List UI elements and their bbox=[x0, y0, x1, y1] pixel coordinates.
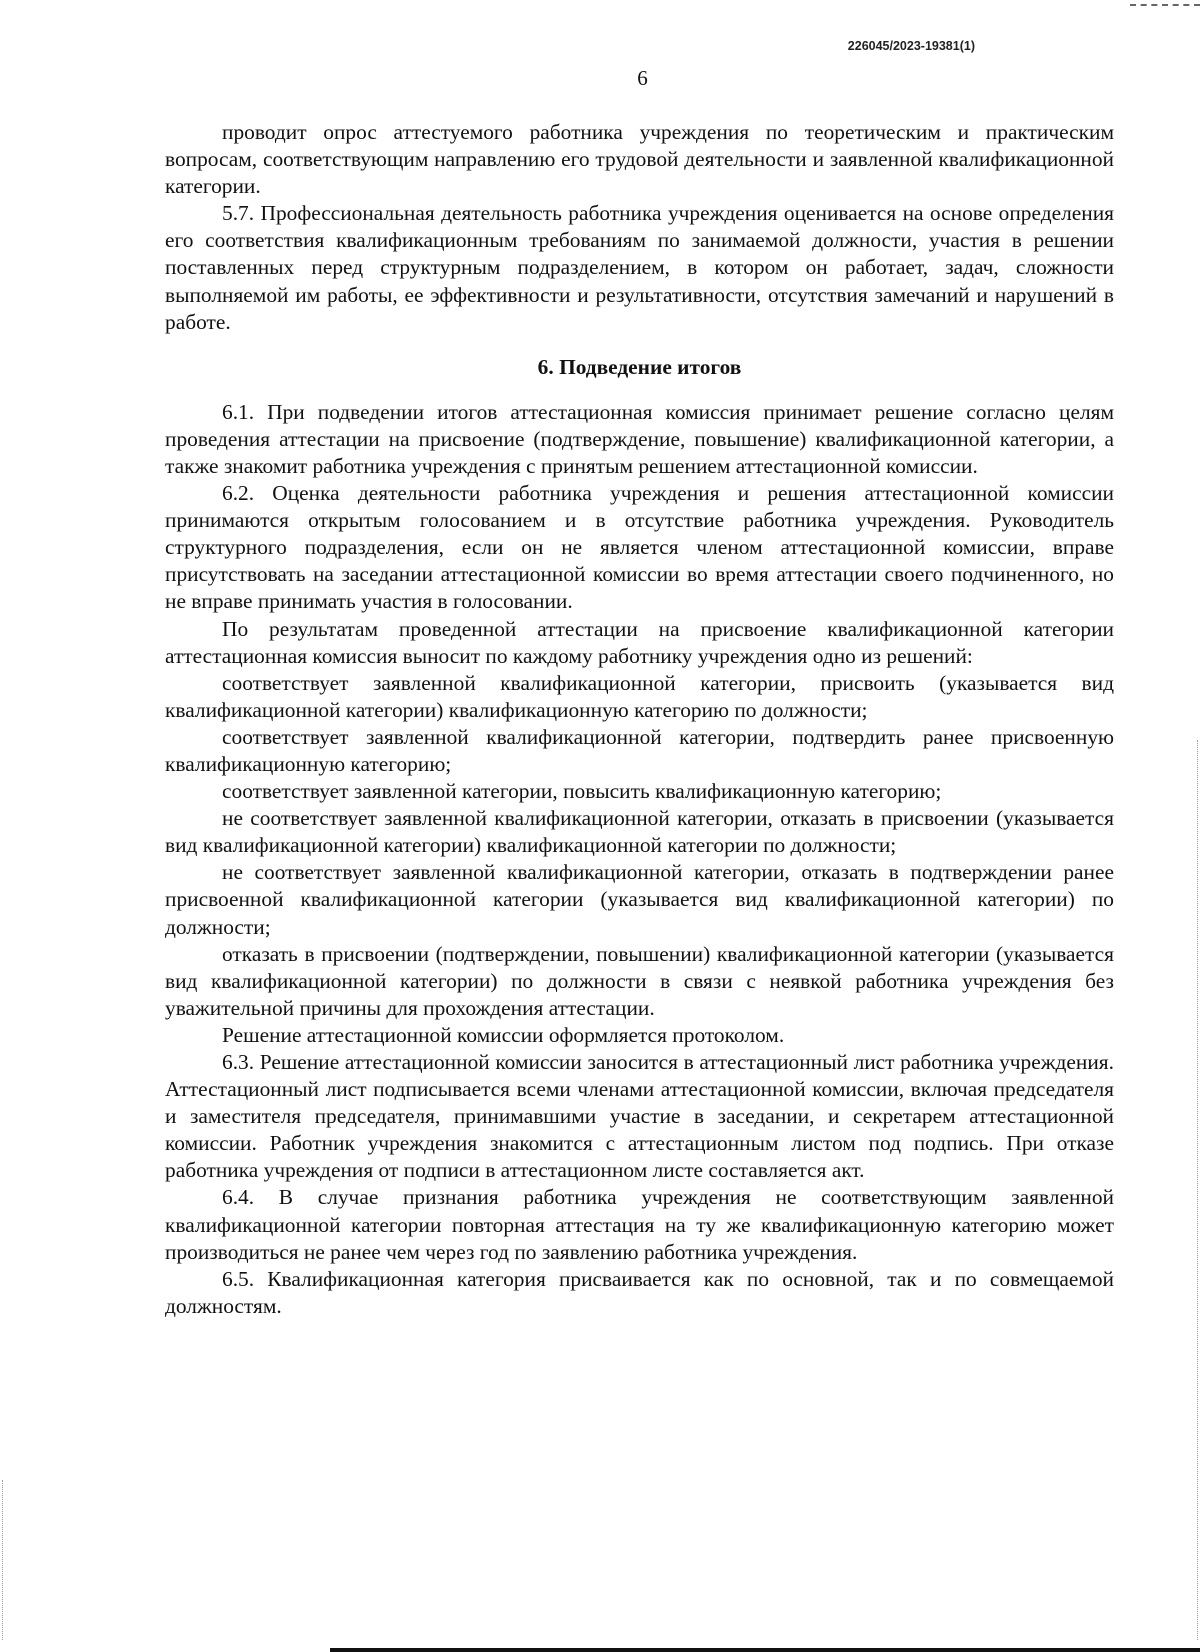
decision-option-confirm: соответствует заявленной квалификационной категории, подтвердить ранее присвоенную квалификационную категорию; bbox=[165, 724, 1114, 776]
document-id: 226045/2023-19381(1) bbox=[847, 39, 975, 53]
paragraph-protocol: Решение аттестационной комиссии оформляется протоколом. bbox=[222, 1022, 785, 1047]
scan-artifact-left-edge bbox=[2, 1480, 4, 1640]
paragraph-6-5: 6.5. Квалификационная категория присваивается как по основной, так и по совмещаемой должностям. bbox=[165, 1266, 1114, 1318]
paragraph-results-intro: По результатам проведенной аттестации на присвоение квалификационной категории аттестационная комиссия выносит по каждому работнику учреждения одно из решений: bbox=[165, 616, 1114, 668]
paragraph-6-3: 6.3. Решение аттестационной комиссии заносится в аттестационный лист работника учреждения. Аттестационный лист подписывается всеми членами аттестационной комиссии, включая председателя и заместителя председателя, принимавшими участие в заседании, и секретарем аттестационной комиссии. Работник учреждения знакомится с аттестационным листом под подпись. При отказе работника учреждения от подписи в аттестационном листе составляется акт. bbox=[165, 1050, 1114, 1183]
scan-artifact-bottom bbox=[330, 1648, 1200, 1652]
scan-artifact-right-edge bbox=[1196, 740, 1198, 1640]
page-number: 6 bbox=[637, 66, 648, 90]
paragraph-6-2: 6.2. Оценка деятельности работника учреждения и решения аттестационной комиссии принимаются открытым голосованием и в отсутствие работника учреждения. Руководитель структурного подразделения, если он не является членом аттестационной комиссии, вправе присутствовать на заседании аттестационной комиссии во время аттестации своего подчиненного, но не вправе принимать участия в голосовании. bbox=[165, 481, 1114, 614]
decision-option-refuse-assign: не соответствует заявленной квалификационной категории, отказать в присвоении (указывается вид квалификационной категории) квалификационной категории по должности; bbox=[165, 806, 1114, 858]
paragraph-6-1: 6.1. При подведении итогов аттестационная комиссия принимает решение согласно целям проведения аттестации на присвоение (подтверждение, повышение) квалификационной категории, а также знакомит работника учреждения с принятым решением аттестационной комиссии. bbox=[165, 399, 1114, 478]
document-body bbox=[165, 119, 1114, 1320]
paragraph-continuation: проводит опрос аттестуемого работника учреждения по теоретическим и практическим вопросам, соответствующим направлению его трудовой деятельности и заявленной квалификационной категории. bbox=[165, 120, 1114, 199]
section-heading: 6. Подведение итогов bbox=[537, 354, 742, 379]
decision-option-assign: соответствует заявленной квалификационной категории, присвоить (указывается вид квалификационной категории) квалификационную категорию по должности; bbox=[165, 670, 1114, 722]
scan-artifact-top bbox=[1130, 0, 1200, 6]
decision-option-refuse-confirm: не соответствует заявленной квалификационной категории, отказать в подтверждении ранее присвоенной квалификационной категории (указывается вид квалификационной категории) по должности; bbox=[165, 860, 1114, 939]
paragraph-5-7: 5.7. Профессиональная деятельность работника учреждения оценивается на основе определения его соответствия квалификационным требованиям по занимаемой должности, участия в решении поставленных перед структурным подразделением, в котором он работает, задач, сложности выполняемой им работы, ее эффективности и результативности, отсутствия замечаний и нарушений в работе. bbox=[165, 201, 1114, 334]
paragraph-6-4: 6.4. В случае признания работника учреждения не соответствующим заявленной квалификационной категории повторная аттестация на ту же квалификационную категорию может производиться не ранее чем через год по заявлению работника учреждения. bbox=[165, 1185, 1114, 1264]
decision-option-raise: соответствует заявленной категории, повысить квалификационную категорию; bbox=[222, 779, 942, 804]
decision-option-refuse-absence: отказать в присвоении (подтверждении, повышении) квалификационной категории (указывается вид квалификационной категории) по должности в связи с неявкой работника учреждения без уважительной причины для прохождения аттестации. bbox=[165, 941, 1114, 1020]
